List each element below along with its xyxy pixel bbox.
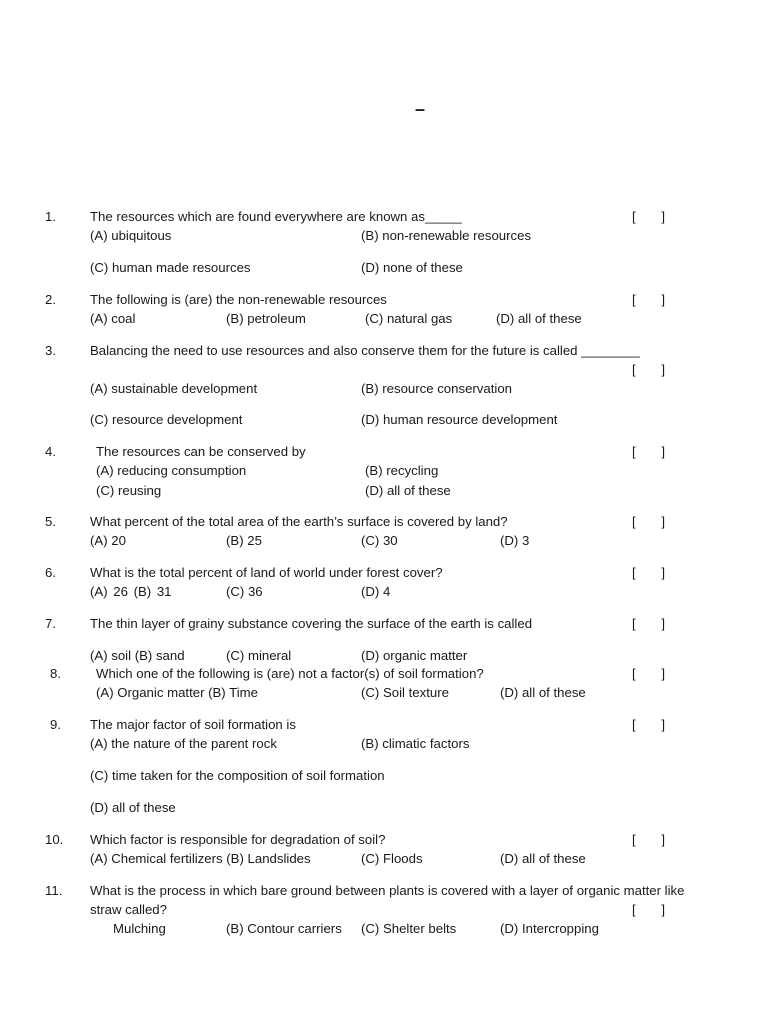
- option-a: (A) sustainable development: [90, 381, 258, 396]
- question-text: Which one of the following is (are) not a factor(s) of soil formation?: [96, 666, 484, 681]
- question-number: 5.: [45, 514, 56, 529]
- question-number: 9.: [50, 717, 61, 732]
- page-title: –: [415, 99, 426, 119]
- option-a: (A) the nature of the parent rock: [90, 736, 277, 751]
- option-d: (D) all of these: [500, 851, 586, 866]
- answer-bracket: [ ]: [632, 514, 665, 529]
- option-a: Mulching: [113, 921, 166, 936]
- option-c: (C) Shelter belts: [361, 921, 457, 936]
- question-text: The following is (are) the non-renewable resources: [90, 292, 387, 307]
- question-number: 8.: [50, 666, 61, 681]
- option-c: (C) mineral: [226, 648, 292, 663]
- answer-bracket: [ ]: [632, 717, 665, 732]
- option-a: (A) 20: [90, 533, 126, 548]
- option-d: (D) all of these: [500, 685, 586, 700]
- option-a: (A) ubiquitous: [90, 228, 172, 243]
- answer-bracket: [ ]: [632, 444, 665, 459]
- option-ab: (A) Organic matter (B) Time: [96, 685, 258, 700]
- option-c: (C) 30: [361, 533, 398, 548]
- option-d: (D) 4: [361, 584, 391, 599]
- option-b: (B) non-renewable resources: [361, 228, 532, 243]
- option-a: (A) coal: [90, 311, 136, 326]
- question-text: What percent of the total area of the earth’s surface is covered by land?: [90, 514, 508, 529]
- question-text: Balancing the need to use resources and also conserve them for the future is called ________: [90, 343, 640, 358]
- question-text-line2: straw called?: [90, 902, 167, 917]
- option-d: (D) none of these: [361, 260, 463, 275]
- option-d: (D) human resource development: [361, 412, 558, 427]
- question-number: 7.: [45, 616, 56, 631]
- question-number: 10.: [45, 832, 64, 847]
- option-a: (A) reducing consumption: [96, 463, 247, 478]
- question-text: The thin layer of grainy substance covering the surface of the earth is called: [90, 616, 533, 631]
- option-c: (C) natural gas: [365, 311, 453, 326]
- option-b: (B) recycling: [365, 463, 439, 478]
- answer-bracket: [ ]: [632, 292, 665, 307]
- option-ab: (A) Chemical fertilizers (B) Landslides: [90, 851, 311, 866]
- option-b: (B) petroleum: [226, 311, 306, 326]
- option-b: (B) resource conservation: [361, 381, 512, 396]
- option-ab: (A) soil (B) sand: [90, 648, 185, 663]
- answer-bracket: [ ]: [632, 832, 665, 847]
- answer-bracket: [ ]: [632, 666, 665, 681]
- option-b: (B) Contour carriers: [226, 921, 342, 936]
- question-number: 3.: [45, 343, 56, 358]
- question-text: What is the total percent of land of world under forest cover?: [90, 565, 443, 580]
- option-c: (C) Floods: [361, 851, 423, 866]
- answer-bracket: [ ]: [632, 902, 665, 917]
- question-number: 2.: [45, 292, 56, 307]
- option-c: (C) Soil texture: [361, 685, 449, 700]
- answer-bracket: [ ]: [632, 209, 665, 224]
- question-text: The resources which are found everywhere are known as_____: [90, 209, 462, 224]
- option-b: (B) 25: [226, 533, 262, 548]
- question-text: The resources can be conserved by: [96, 444, 306, 459]
- answer-bracket: [ ]: [632, 362, 665, 377]
- question-text: The major factor of soil formation is: [90, 717, 296, 732]
- question-text: Which factor is responsible for degradation of soil?: [90, 832, 386, 847]
- answer-bracket: [ ]: [632, 616, 665, 631]
- question-number: 11.: [45, 883, 63, 898]
- option-d: (D) all of these: [496, 311, 582, 326]
- option-d: (D) Intercropping: [500, 921, 599, 936]
- question-number: 1.: [45, 209, 56, 224]
- answer-bracket: [ ]: [632, 565, 665, 580]
- option-d: (D) organic matter: [361, 648, 468, 663]
- option-b: (B) climatic factors: [361, 736, 470, 751]
- option-c: (C) resource development: [90, 412, 243, 427]
- option-c: (C) time taken for the composition of soil formation: [90, 768, 385, 783]
- question-number: 4.: [45, 444, 56, 459]
- option-d: (D) all of these: [90, 800, 176, 815]
- option-c: (C) reusing: [96, 483, 162, 498]
- question-number: 6.: [45, 565, 56, 580]
- option-c: (C) 36: [226, 584, 263, 599]
- option-c: (C) human made resources: [90, 260, 251, 275]
- option-d: (D) 3: [500, 533, 530, 548]
- question-text-line1: What is the process in which bare ground between plants is covered with a layer of organic matter like: [90, 883, 685, 898]
- option-d: (D) all of these: [365, 483, 451, 498]
- option-ab: (A) 26 (B) 31: [90, 584, 172, 599]
